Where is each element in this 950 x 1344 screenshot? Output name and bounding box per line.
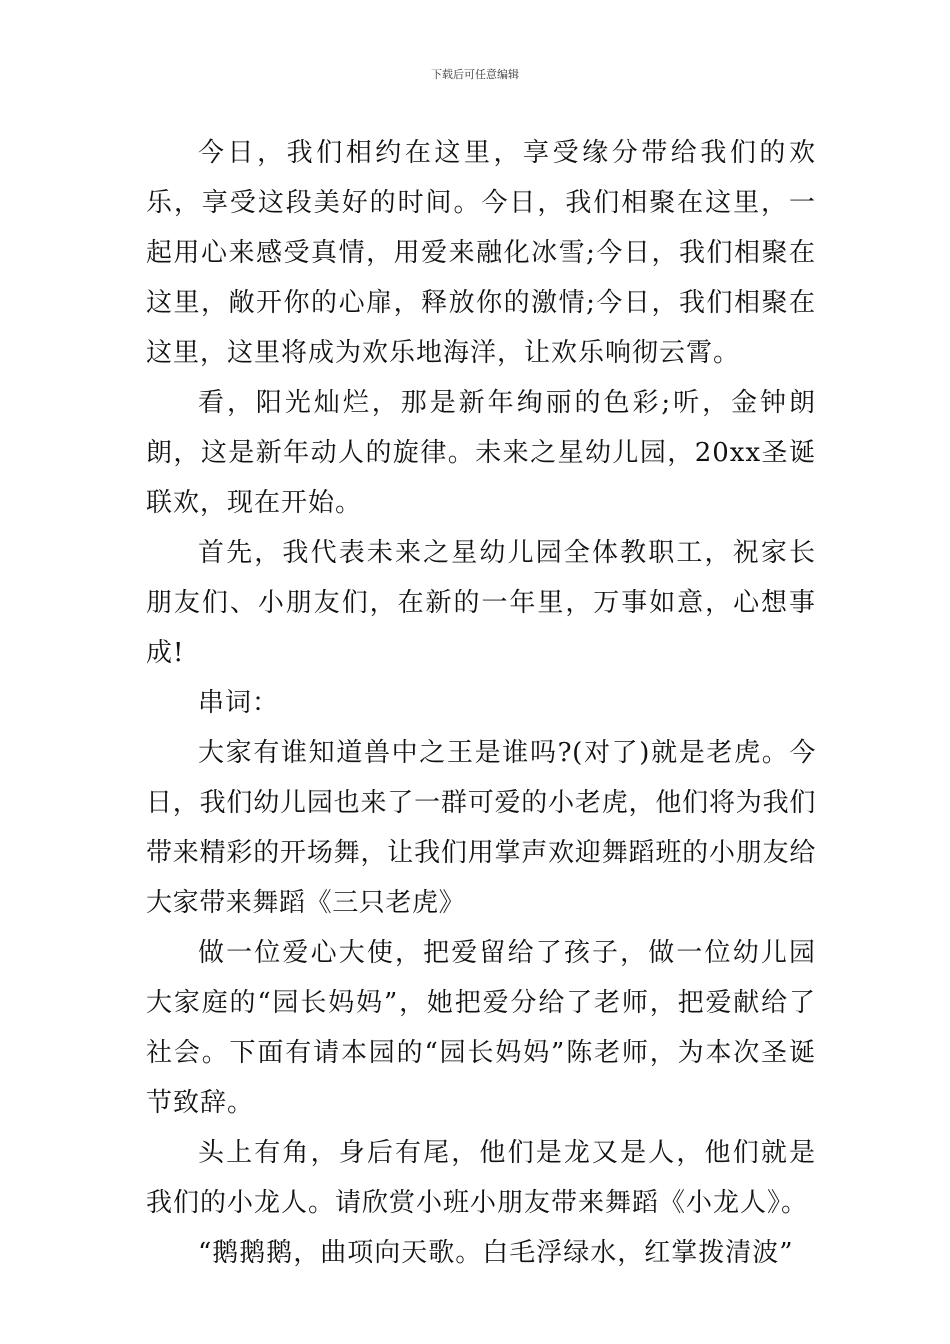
paragraph-section-label: 串词：	[198, 688, 280, 718]
paragraph-principal-speech: 做一位爱心大使，把爱留给了孩子，做一位幼儿园大家庭的“园长妈妈”，她把爱分给了老师，把爱献给了社会。下面有请本园的“园长妈妈”陈老师，为本次圣诞节致辞。	[146, 938, 816, 1118]
document-body	[146, 128, 816, 1278]
paragraph-dragon-dance: 头上有角，身后有尾，他们是龙又是人，他们就是我们的小龙人。请欣赏小班小朋友带来舞蹈《小龙人》。	[146, 1138, 816, 1218]
paragraph-tiger-dance: 大家有谁知道兽中之王是谁吗?(对了)就是老虎。今日，我们幼儿园也来了一群可爱的小老虎，他们将为我们带来精彩的开场舞，让我们用掌声欢迎舞蹈班的小朋友给大家带来舞蹈《三只老虎》	[146, 738, 816, 918]
paragraph-greeting: 首先，我代表未来之星幼儿园全体教职工，祝家长朋友们、小朋友们，在新的一年里，万事如意，心想事成!	[146, 538, 816, 668]
page-header-note: 下载后可任意编辑	[431, 68, 519, 81]
paragraph-intro: 今日，我们相约在这里，享受缘分带给我们的欢乐，享受这段美好的时间。今日，我们相聚在这里，一起用心来感受真情，用爱来融化冰雪;今日，我们相聚在这里，敞开你的心扉，释放你的激情;今日，我们相聚在这里，这里将成为欢乐地海洋，让欢乐响彻云霄。	[146, 138, 816, 368]
paragraph-goose-poem: “鹅鹅鹅，曲项向天歌。白毛浮绿水，红掌拨清波”	[198, 1238, 794, 1268]
paragraph-opening: 看，阳光灿烂，那是新年绚丽的色彩;听，金钟朗朗，这是新年动人的旋律。未来之星幼儿园，20xx圣诞联欢，现在开始。	[146, 388, 816, 518]
